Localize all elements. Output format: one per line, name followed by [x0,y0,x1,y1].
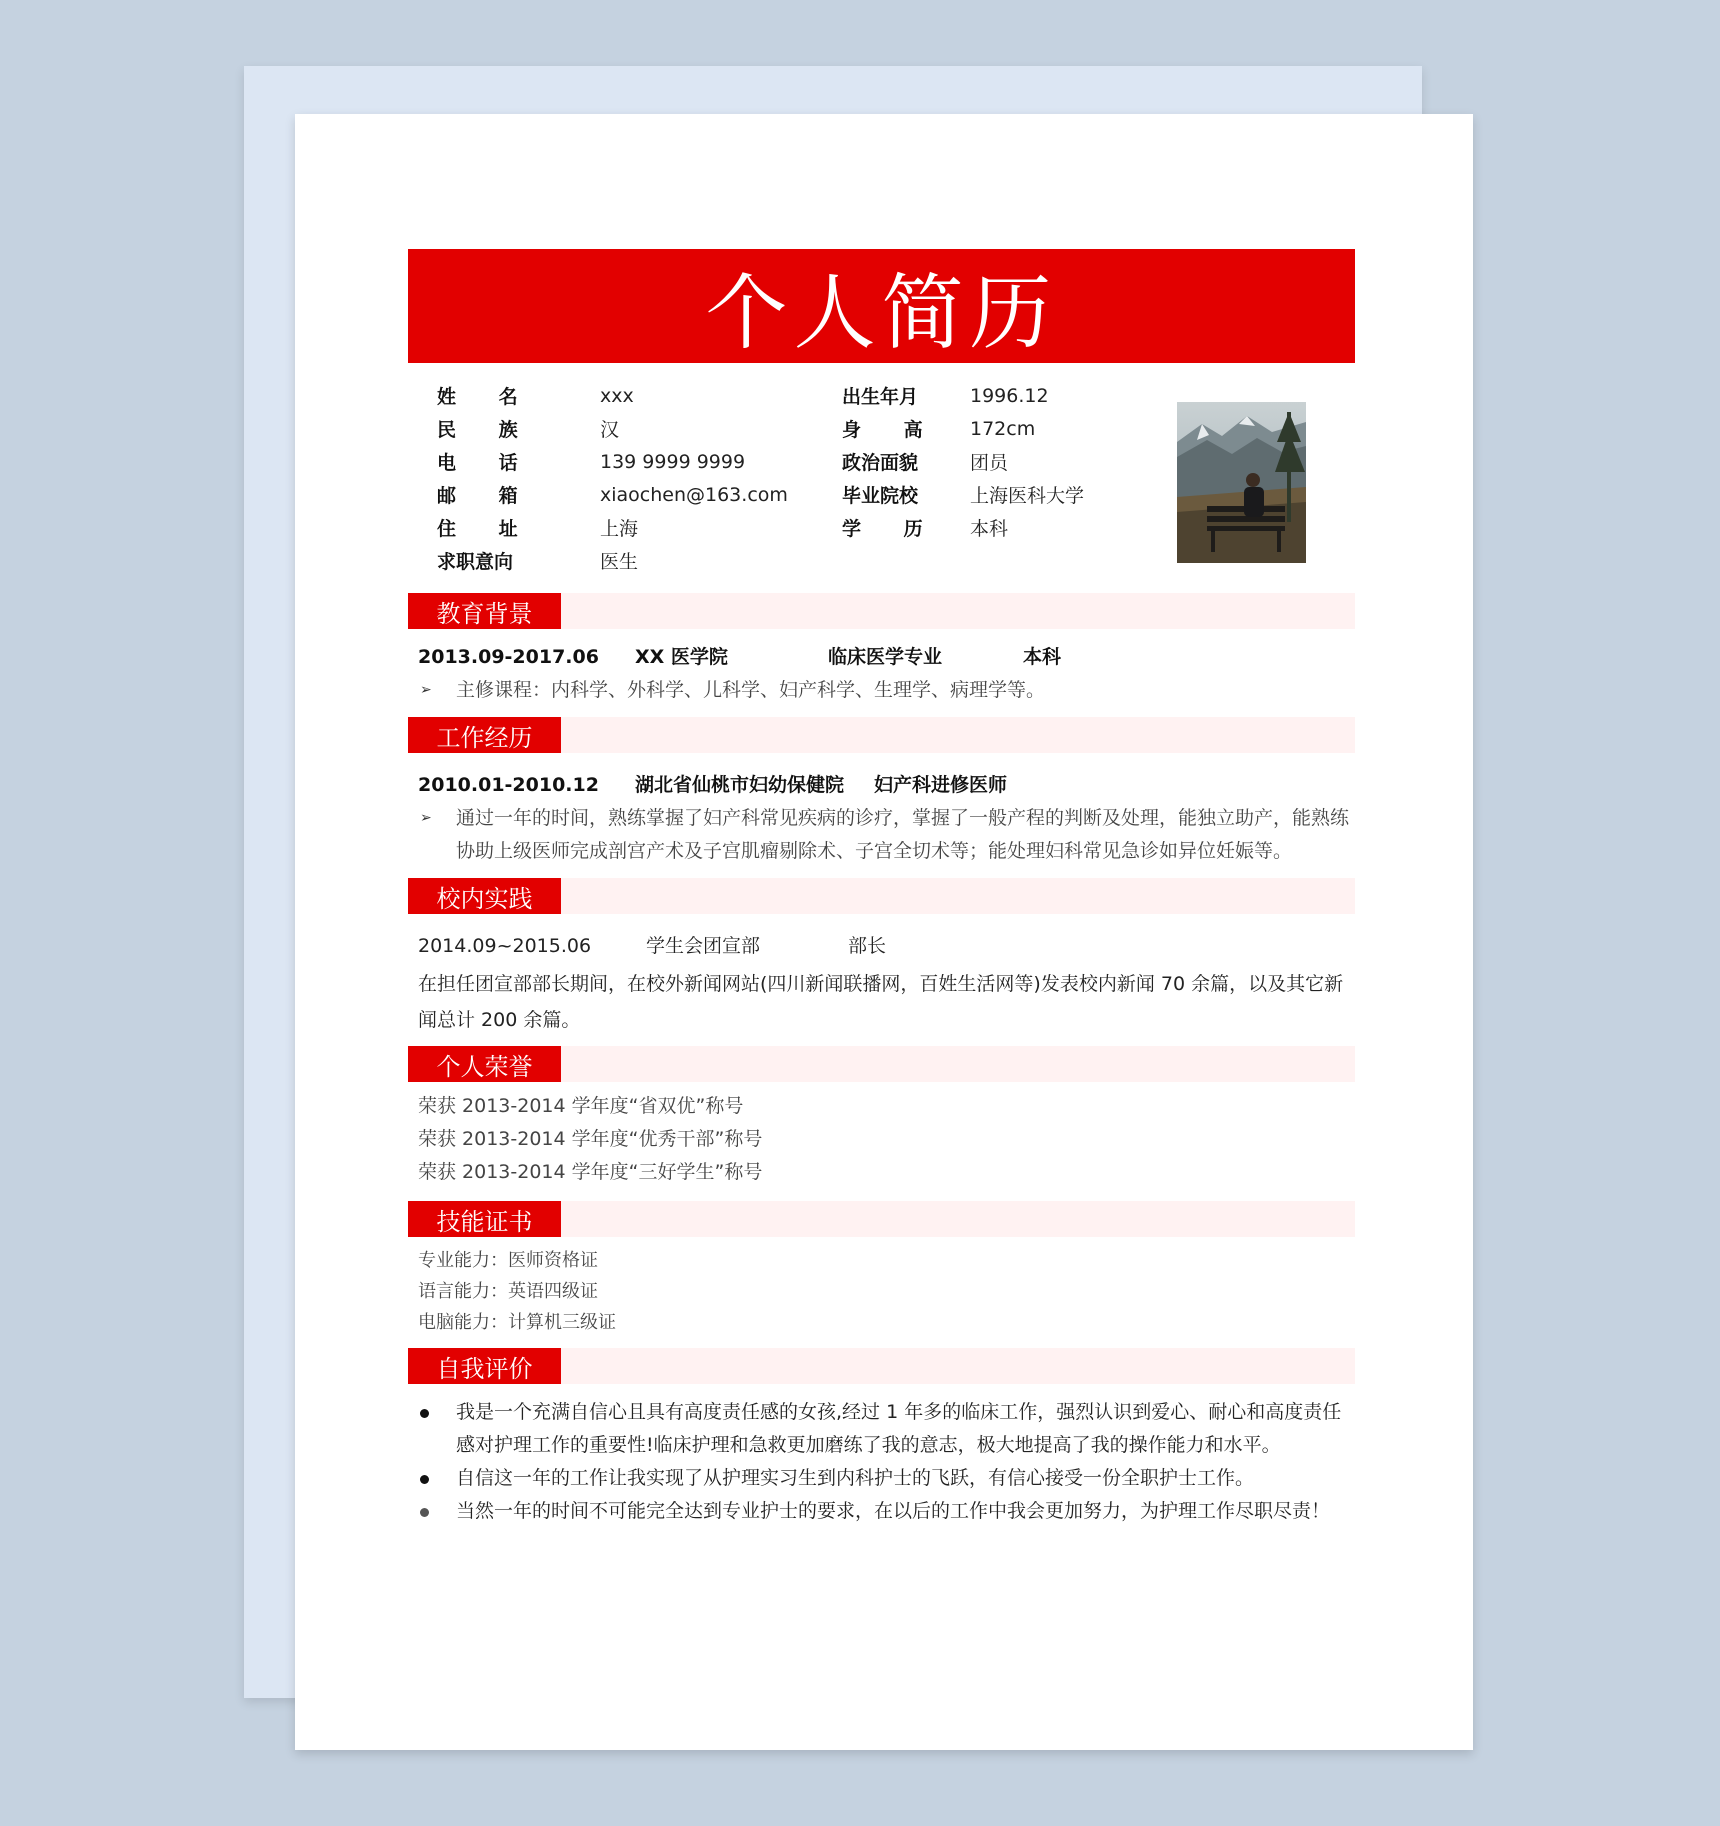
campus-desc-row [408,966,1355,1002]
political-value: 团员 [970,452,1009,474]
school-label: 毕业院校 [842,485,919,507]
self-text-line: 感对护理工作的重要性!临床护理和急救更加磨练了我的意志，极大地提高了我的操作能力和水平。 [456,1434,1281,1456]
work-section-header [408,717,1355,753]
education-entry [408,641,1355,674]
work-period: 2010.01-2010.12 [418,774,599,796]
work-desc-line1: 通过一年的时间，熟练掌握了妇产科常见疾病的诊疗，掌握了一般产程的判断及处理，能独立助产，能熟练 [456,807,1350,829]
skill-item: 专业能力：医师资格证 [418,1250,598,1271]
ethnic-value: 汉 [600,419,620,441]
campus-desc-row2 [408,1002,1355,1038]
honor-item: 荣获 2013-2014 学年度“三好学生”称号 [418,1161,763,1183]
work-heading: 工作经历 [408,717,561,753]
skills-list [408,1245,1355,1338]
intent-value: 医生 [600,551,639,573]
honors-section-header [408,1046,1355,1082]
email-label: 邮 箱 [437,485,536,507]
birth-label: 出生年月 [842,386,919,408]
intent-label: 求职意向 [437,551,514,573]
birth-value: 1996.12 [970,384,1049,407]
honors-list [408,1090,1355,1189]
title-banner [408,249,1355,363]
self-evaluation-list [408,1396,1355,1528]
education-section-header [408,593,1355,629]
degree-label: 学 历 [842,518,941,540]
campus-desc-line2: 闻总计 200 余篇。 [418,1009,581,1031]
education-level: 本科 [1023,646,1062,668]
height-value: 172cm [970,417,1036,440]
work-desc-row [408,802,1355,835]
skill-item: 语言能力：英语四级证 [418,1281,598,1302]
education-major: 临床医学专业 [828,646,943,668]
email-value: xiaochen@163.com [600,483,788,506]
political-label: 政治面貌 [842,452,919,474]
ethnic-label: 民 族 [437,419,536,441]
page-title: 个人简历 [705,265,1058,361]
skills-section-header [408,1201,1355,1237]
skills-heading: 技能证书 [408,1201,561,1237]
resume-content [408,249,1355,1528]
work-role: 妇产科进修医师 [874,774,1008,796]
work-desc-row2 [408,835,1355,868]
self-text-line: 当然一年的时间不可能完全达到专业护士的要求，在以后的工作中我会更加努力，为护理工作尽职尽责！ [456,1500,1331,1522]
skill-item: 电脑能力：计算机三级证 [418,1312,616,1333]
personal-info [408,363,1355,593]
self-section-header [408,1348,1355,1384]
phone-value: 139 9999 9999 [600,450,746,473]
bullet-dot-icon [420,1409,429,1418]
self-text-line: 我是一个充满自信心且具有高度责任感的女孩,经过 1 年多的临床工作，强烈认识到爱心、耐心和高度责任 [456,1401,1342,1423]
education-heading: 教育背景 [408,593,561,629]
self-heading: 自我评价 [408,1348,561,1384]
campus-heading: 校内实践 [408,878,561,914]
campus-role: 部长 [848,935,887,957]
self-text-line: 自信这一年的工作让我实现了从护理实习生到内科护士的飞跃，有信心接受一份全职护士工作。 [456,1467,1255,1489]
self-item [408,1396,1355,1429]
bullet-dot-icon [420,1475,429,1484]
honors-heading: 个人荣誉 [408,1046,561,1082]
address-label: 住 址 [437,518,536,540]
profile-photo [1177,402,1306,563]
campus-entry [408,930,1355,966]
degree-value: 本科 [970,518,1009,540]
honor-item: 荣获 2013-2014 学年度“优秀干部”称号 [418,1128,763,1150]
phone-label: 电 话 [437,452,536,474]
education-courses: 主修课程：内科学、外科学、儿科学、妇产科学、生理学、病理学等。 [456,679,1046,701]
arrow-bullet-icon: ➢ [420,810,432,826]
arrow-bullet-icon: ➢ [420,682,432,698]
work-entry [408,769,1355,802]
name-label: 姓 名 [437,386,536,408]
campus-period: 2014.09~2015.06 [418,935,592,957]
address-value: 上海 [600,518,639,540]
education-courses-row [408,674,1355,707]
self-item [408,1462,1355,1495]
self-item-cont [408,1429,1355,1462]
work-desc-line2: 协助上级医师完成剖宫产术及子宫肌瘤剔除术、子宫全切术等；能处理妇科常见急诊如异位妊娠等。 [456,840,1293,862]
work-org: 湖北省仙桃市妇幼保健院 [635,774,845,796]
campus-section-header [408,878,1355,914]
name-value: xxx [600,384,634,407]
campus-desc-line1: 在担任团宣部部长期间，在校外新闻网站(四川新闻联播网，百姓生活网等)发表校内新闻 70 余篇，以及其它新 [418,973,1344,995]
height-label: 身 高 [842,419,941,441]
honor-item: 荣获 2013-2014 学年度“省双优”称号 [418,1095,744,1117]
campus-org: 学生会团宣部 [646,935,761,957]
bullet-dot-icon [420,1508,429,1517]
self-item [408,1495,1355,1528]
education-school: XX 医学院 [635,646,728,668]
education-period: 2013.09-2017.06 [418,646,599,668]
school-value: 上海医科大学 [970,485,1085,507]
resume-page [295,114,1473,1750]
